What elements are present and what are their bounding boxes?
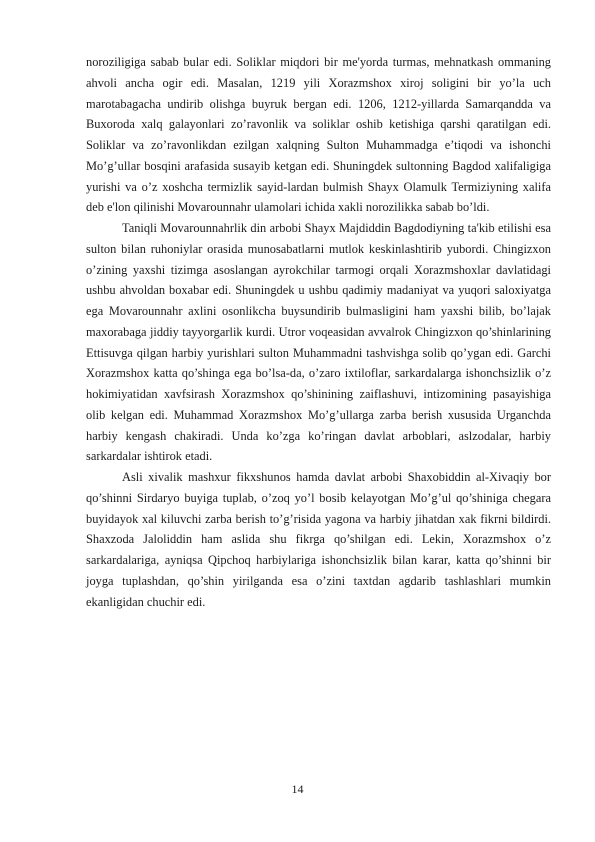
- paragraph: Taniqli Movarounnahrlik din arbobi Shayx Majdiddin Bagdodiyning ta'kib etilishi esa sulton bilan ruhoniylar orasida munosabatlarni mutlok keskinlashtirib yubordi. Chingizxon o’zining yaxshi tizimga asoslangan ayrokchilar tarmogi orqali Xorazmshoxlar davlatidagi ushbu ahvoldan boxabar edi. Shuningdek u ushbu qadimiy madaniyat va yuqori saloxiyatga ega Movarounnahr axlini osonlikcha buysundirib bulmasligini ham yaxshi bilib, bo’lajak maxorabaga jiddiy tayyorgarlik kurdi. Utror voqeasidan avvalrok Chingizxon qo’shinlarining Ettisuvga qilgan harbiy yurishlari sulton Muhammadni tashvishga solib qo’ygan edi. Garchi Xorazmshox katta qo’shinga ega bo’lsa-da, o’zaro ixtiloflar, sarkardalarga ishonchsizlik o’z hokimiyatidan xavfsirash Xorazmshox qo’shinining zaiflashuvi, intizomining pasayishiga olib kelgan edi. Muhammad Xorazmshox Mo’g’ullarga zarba berish xususida Urganchda harbiy kengash chakiradi. Unda ko’zga ko’ringan davlat arboblari, aslzodalar, harbiy sarkardalar ishtirok etadi.: [86, 221, 551, 464]
- page-number: 14: [291, 782, 304, 796]
- paragraph: Asli xivalik mashxur fikxshunos hamda davlat arbobi Shaxobiddin al-Xivaqiy bor qo’shinni Sirdaryo buyiga tuplab, o’zoq yo’l bosib kelayotgan Mo’g’ul qo’shiniga chegara buyidayok xal kiluvchi zarba berish to’g’risida yagona va harbiy jihatdan xak fikrni bildirdi. Shaxzoda Jaloliddin ham aslida shu fikrga qo’shilgan edi. Lekin, Xorazmshox o’z sarkardalariga, ayniqsa Qipchoq harbiylariga ishonchsizlik bilan karar, katta qo’shinni bir joyga tuplashdan, qo’shin yirilganda esa o’zini taxtdan agdarib tashlashlari mumkin ekanligidan chuchir edi.: [86, 470, 551, 609]
- paragraph: noroziligiga sabab bular edi. Soliklar miqdori bir me'yorda turmas, mehnatkash ommaning ahvoli ancha ogir edi. Masalan, 1219 yili Xorazmshox xiroj soligini bir yo’la uch marotabagacha undirib olishga buyruk bergan edi. 1206, 1212-yillarda Samarqandda va Buxoroda xalq galayonlari zo’ravonlik va soliklar oshib ketishiga qarshi qaratilgan edi. Soliklar va zo’ravonlikdan ezilgan xalqning Sulton Muhammadga e’tiqodi va ishonchi Mo’g’ullar bosqini arafasida susayib ketgan edi. Shuningdek sultonning Bagdod xalifaligiga yurishi va o’z xoshcha termizlik sayid-lardan bulmish Shayx Olamulk Termiziyning xalifa deb e'lon qilinishi Movarounnahr ulamolari ichida xakli norozilikka sabab bo’ldi.: [86, 55, 551, 215]
- document-body: [86, 52, 551, 612]
